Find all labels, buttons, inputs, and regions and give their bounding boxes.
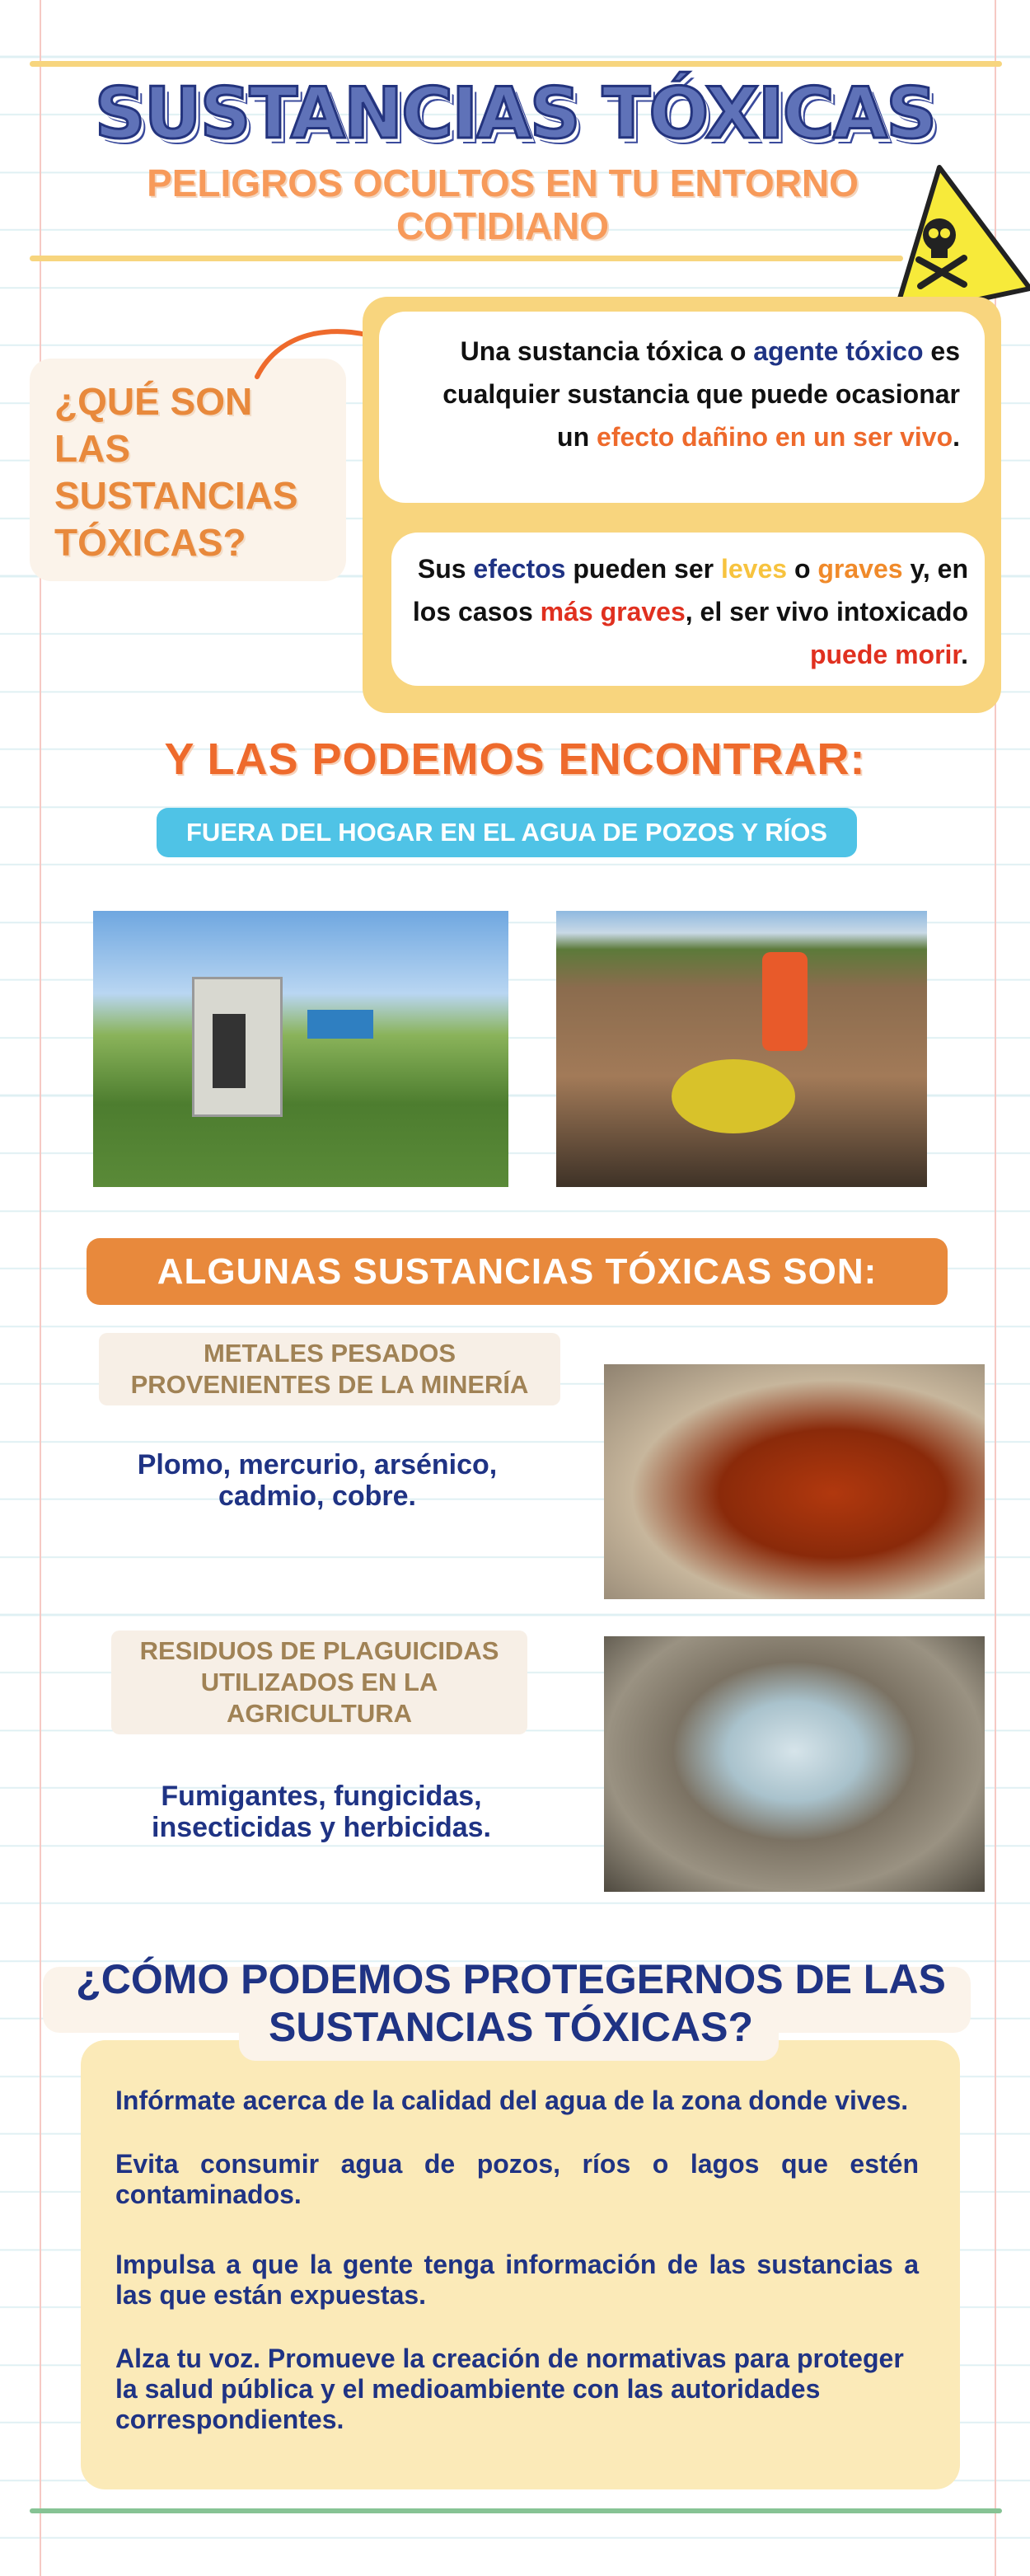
effects-text: , el ser vivo intoxicado bbox=[685, 597, 968, 626]
def-text: . bbox=[953, 422, 960, 452]
effects-highlight: puede morir bbox=[809, 640, 962, 669]
def-highlight: efecto dañino en un ser vivo bbox=[597, 422, 953, 452]
effects-card bbox=[391, 533, 985, 686]
tip-item: Impulsa a que la gente tenga información de las sustancias a las que están expuestas. bbox=[115, 2250, 919, 2310]
effects-highlight: efectos bbox=[473, 554, 566, 584]
river-workers-photo bbox=[556, 911, 927, 1187]
heavy-metals-list: Plomo, mercurio, arsénico, cadmio, cobre. bbox=[137, 1449, 498, 1512]
effects-highlight: leves bbox=[720, 554, 788, 584]
effects-highlight: más graves bbox=[540, 597, 686, 626]
mining-runoff-photo bbox=[604, 1364, 985, 1599]
def-text: es cualquier sustancia que puede ocasionar un bbox=[442, 336, 960, 452]
effects-text: pueden ser bbox=[565, 554, 721, 584]
protection-tips-panel bbox=[81, 2040, 960, 2489]
well-house-photo bbox=[93, 911, 508, 1187]
tip-item: Infórmate acerca de la calidad del agua de la zona donde vives. bbox=[115, 2086, 909, 2115]
heavy-metals-label: METALES PESADOS PROVENIENTES DE LA MINERÍA bbox=[99, 1333, 560, 1405]
protect-heading: ¿CÓMO PODEMOS PROTEGERNOS DE LAS SUSTANCIAS TÓXICAS? bbox=[76, 1956, 946, 2050]
effects-highlight: graves bbox=[817, 554, 903, 584]
page-subtitle: PELIGROS OCULTOS EN TU ENTORNO COTIDIANO bbox=[147, 162, 859, 247]
def-text: Una sustancia tóxica o bbox=[460, 336, 754, 366]
effects-text: y, en los casos bbox=[412, 554, 968, 626]
pesticides-label: RESIDUOS DE PLAGUICIDAS UTILIZADOS EN LA AGRICULTURA bbox=[111, 1631, 527, 1734]
divider-top bbox=[30, 61, 1002, 67]
find-heading: Y LAS PODEMOS ENCONTRAR: bbox=[164, 734, 866, 784]
divider-title-bottom bbox=[30, 256, 903, 261]
effects-text: . bbox=[961, 640, 968, 669]
page-title: SUSTANCIAS TÓXICAS bbox=[94, 73, 936, 155]
pesticides-list: Fumigantes, fungicidas, insecticidas y herbicidas. bbox=[152, 1781, 491, 1843]
tip-item: Alza tu voz. Promueve la creación de normativas para proteger la salud pública y el medioambiente con las autoridades correspondientes. bbox=[115, 2344, 904, 2434]
contaminated-pond-photo bbox=[604, 1636, 985, 1892]
what-are-question: ¿QUÉ SON LAS SUSTANCIAS TÓXICAS? bbox=[30, 359, 346, 581]
substances-heading: ALGUNAS SUSTANCIAS TÓXICAS SON: bbox=[87, 1238, 948, 1305]
water-sources-pill: FUERA DEL HOGAR EN EL AGUA DE POZOS Y RÍOS bbox=[157, 808, 857, 857]
effects-text: o bbox=[787, 554, 818, 584]
divider-bottom bbox=[30, 2508, 1002, 2513]
definition-card bbox=[379, 312, 985, 503]
def-highlight: agente tóxico bbox=[753, 336, 924, 366]
tip-item: Evita consumir agua de pozos, ríos o lagos que estén contaminados. bbox=[115, 2149, 919, 2209]
effects-text: Sus bbox=[417, 554, 474, 584]
